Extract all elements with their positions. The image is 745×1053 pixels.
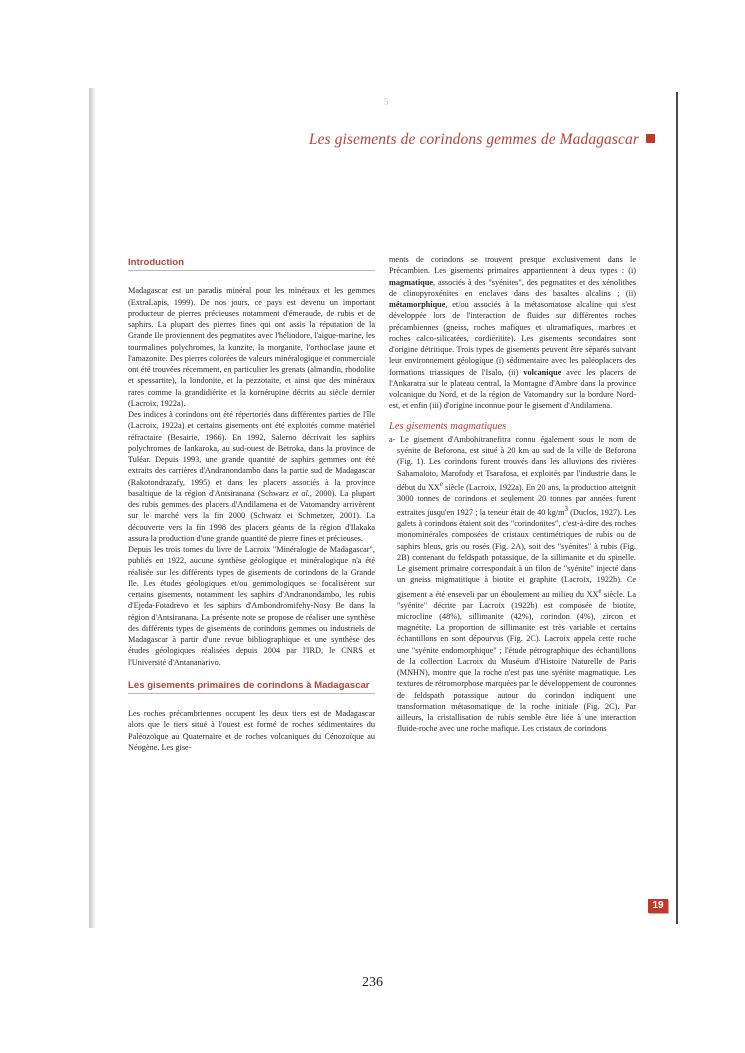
item-a-sup-3: e	[598, 587, 602, 595]
intro-p2-italic: et al.	[292, 488, 310, 498]
item-a-part-3: (Duclos, 1927). Les galets à corindons étaient soit des "corindonites", c'est-à-dire des roches monominérales composées de cristaux centimétriques de rubis ou de saphirs bleus, gris ou rosés (Fig. 2A), soit des "syénites" à rubis (Fig. 2B) contenant du feldspath potassique, de la sillimanite et du spinelle. Le gisement primaire correspondait à un filon de "syénite" injecté dans un gneiss migmatitique à biotite et graphite (Lacroix, 1922b). Ce gisement a été enseveli par un éboulement au milieu du XX	[397, 507, 636, 599]
rp1-bold-volcanique: volcanique	[523, 367, 562, 377]
magmatic-deposits-heading: Les gisements magmatiques	[389, 420, 507, 432]
rp1-g: avec les placers de l'Ankaratra sur le plateau central, la Montagne d'Ambre dans la province volcanique du Nord, et de la région de Vatomandry sur la bordure Nord-est, et enfin (iii) d'origine inconnue pour le gisement d'Andilamena.	[389, 367, 636, 411]
list-item-a	[389, 434, 636, 735]
scan-page-edge	[676, 92, 678, 924]
intro-paragraph-1: Madagascar est un paradis minéral pour les minéraux et les gemmes (ExtraLapis, 1999). De nos jours, ce pays est devenu un important producteur de pierres précieuses notamment d'émeraude, de rubis et de saphirs. La plupart des pierres fines qui ont assis la réputation de la Grande Ile proviennent des pegmatites avec l'héliodore, l'aigue-marine, les tourmalines polychromes, la kunzite, la morganite, l'orthoclase jaune et l'amazonite. Des pierres colorées de valeurs minéralogique et commerciale ont été trouvées récemment, en particulier les grenats (almandin, rhodolite et spessartite), la londonite, et la pezzotaite, et ainsi que des minéraux rares comme la grandidiérite et la kornérupine décrits au siècle dernier (Lacroix, 1922a).	[128, 286, 375, 408]
rp1-a: ments de corindons se trouvent presque exclusivement dans le Précambien. Les gisements primaires appartiennent à deux types : (i)	[389, 255, 636, 276]
intro-paragraph-3: Depuis les trois tomes du livre de Lacroix "Minéralogie de Madagascar", publiés en 1922, aucune synthèse géologique et minéralogique n'a été réalisée sur les différents types de gisements de corindons de la Grande Ile. Les études géologiques et/ou gemmologiques se focalisèrent sur certains gisements, notamment les saphirs d'Andranondambo, les rubis d'Ejeda-Fotadrevo et les saphirs d'Ambondromifehy-Nosy Be dans la région d'Antsiranana. La présente note se propose de réaliser une synthèse des différents types de gisements de corindons gemmes ou industriels de Madagascar à partir d'une revue bibliographique et une synthèse des études géologiques réalisées depuis 2004 par l'IRD, le CNRS et l'Université d'Antananarivo.	[128, 545, 375, 667]
running-header	[309, 131, 655, 149]
left-column	[128, 254, 375, 753]
page-number-badge: 19	[648, 899, 668, 913]
intro-p2-part-1: Des indices à corindons ont été répertoriés dans différentes parties de l'île (Lacroix, 1922a) et certains gisements ont été exploités comme matériel réfractaire (Besairie, 1966). En 1992, Salerno décrivait les saphirs polychromes de Iankaroka, au sud-ouest de Betroka, dans la province de Tuléar. Depuis 1993, une grande quantité de saphirs gemmes ont été extraits des carrières d'Andranondambo dans la partie sud de Madagascar (Rakotondrazafy, 1995) et dans les placers associés à la province basaltique de la région d'Antsiranana (Schwarz	[128, 410, 375, 498]
running-title: Les gisements de corindons gemmes de Madagascar	[308, 131, 639, 148]
right-column	[389, 254, 636, 735]
item-a-part-2: siècle (Lacroix, 1922a). En 20 ans, la production atteignit 3000 tonnes de corindons et seulement 20 tonnes par années furent extraites jusqu'en 1927 ; la teneur était de 40 kg/m	[397, 482, 637, 517]
document-page-number: 236	[362, 975, 383, 990]
rp1-e: , et/ou associés à la métasomatose alcaline qui s'est développée lors de l'interaction de fluides sur différentes roches précambiennes (gneiss, roches mafiques et ultramafiques, marbres et roches calco-silicatées, cordiéritite). Les gisements secondaires sont d'origine détritique. Trois types de gisements peuvent être séparés suivant leur environnement géologique (i) sédimentaire avec les paléoplacers des formations triassiques de l'Isalo, (ii)	[389, 300, 636, 377]
item-a-sup-1: e	[439, 480, 443, 488]
right-paragraph-1	[389, 254, 636, 412]
intro-paragraph-2	[128, 409, 375, 544]
intro-heading: Introduction	[128, 257, 375, 271]
header-square-icon	[646, 134, 655, 143]
faint-mark: 5	[384, 97, 389, 107]
item-a-part-1: a- Le gisement d'Ambohitranefitra connu également sous le nom de syénite de Beforona, est situé à 20 km au sud de la ville de Beforona (Fig. 1). Les corindons furent trouvés dans les alluvions des rivières Sahamaloto, Marofody et Tsarafosa, et exploités par l'industrie dans le début du XX	[389, 434, 636, 492]
item-a-part-4: siècle. La "syénite" décrite par Lacroix (1922b) est composée de biotite, microcline (48%), sillimanite (42%), corindon (4%), zircon et magnétite. La proportion de sillimanite est très variable et certains échantillons en sont dépourvus (Fig. 2C). Lacroix appela cette roche une "syénite endomorphique" ; l'étude pétrographique des échantillons de la collection Lacroix du Muséum d'Histoire Naturelle de Paris (MNHN), montre que la roche n'est pas une syénite magmatique. Les textures de rétromorphose marquées par le développement de couronnes de feldspath potassique autour du corindon indiquent une transformation métasomatique de la roche initiale (Fig. 2C). Par ailleurs, la cristallisation de rubis semble être liée à une interaction fluide-roche avec une roche mafique. Les cristaux de corindons	[397, 589, 636, 734]
primary-paragraph-1: Les roches précambriennes occupent les deux tiers est de Madagascar alors que le tiers situé à l'ouest est formé de roches sédimentaires du Paléozoïque au Quaternaire et de roches volcaniques du Cénozoïque au Néogène. Les gise-	[128, 709, 375, 752]
intro-p2-part-2: , 2000). La plupart des rubis gemmes des placers d'Andilamena et de Vatomandry arrivèrent sur le marché vers la fin 2000 (Schwarz et Schmetzer, 2001). La découverte vers la fin 1998 des placers géants de la région d'Ilakaka assura la production d'une grande quantité de pierre fines et précieuses.	[128, 488, 375, 543]
rp1-bold-metamorphique: métamorphique	[389, 300, 446, 309]
item-a-sup-2: 3	[564, 506, 568, 513]
rp1-bold-magmatique: magmatique	[389, 277, 433, 287]
scan-binding-shadow	[89, 88, 95, 928]
primary-deposits-heading: Les gisements primaires de corindons à Madagascar	[128, 680, 375, 694]
rp1-c: , associés à des "syénites", des pegmatites et des xénolithes de clinopyroxénites en enclaves dans des basaltes alcalins ; (ii)	[389, 277, 636, 298]
